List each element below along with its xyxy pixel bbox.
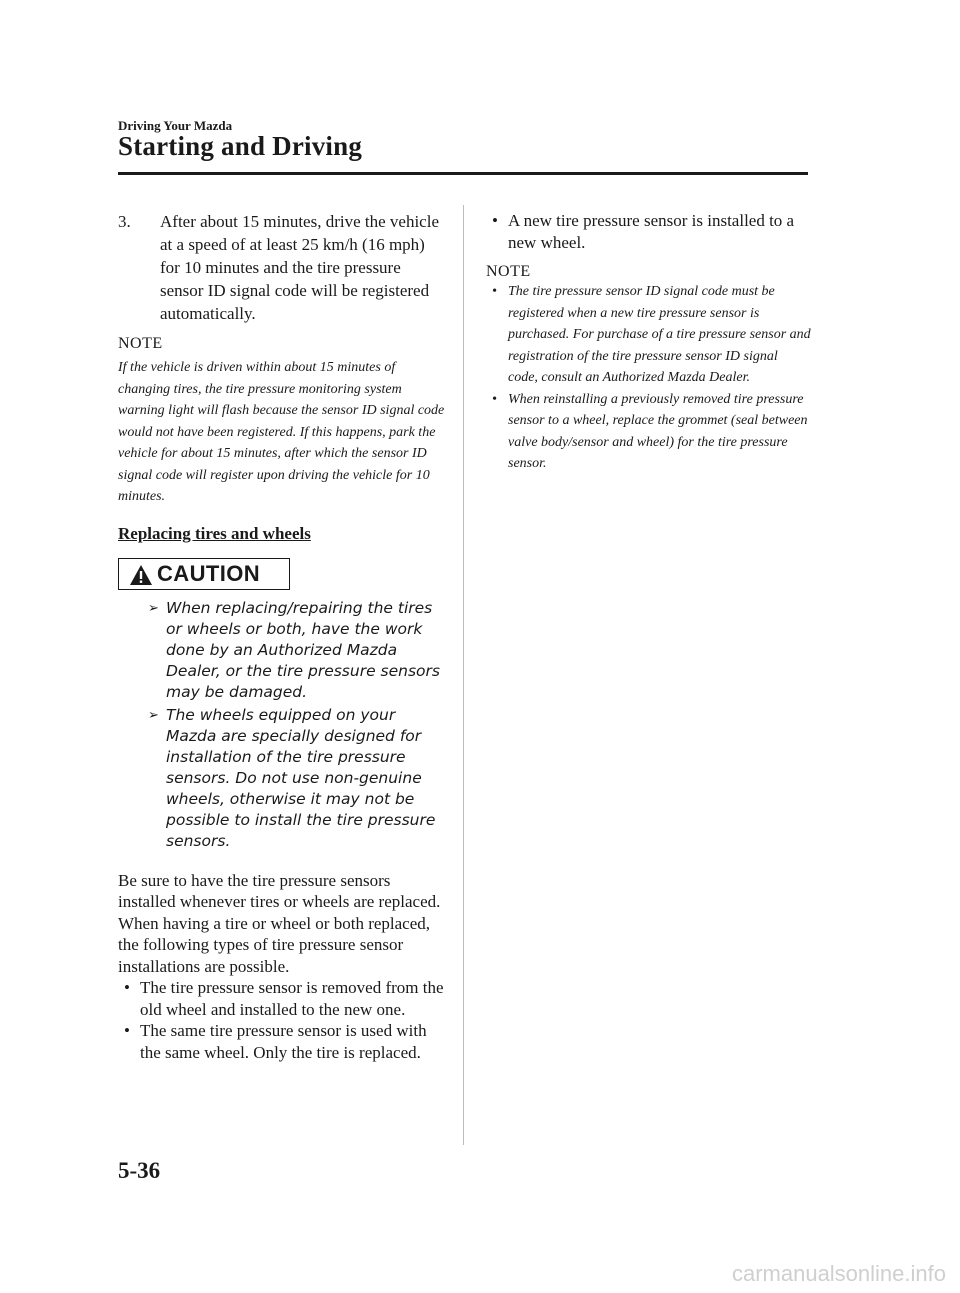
warning-icon — [129, 564, 153, 586]
note-title: NOTE — [486, 263, 531, 280]
note-bullet-text: When reinstalling a previously removed tire pressure sensor to a wheel, replace the grommet (seal between valve body/sensor and wheel) for the tire pressure sensor. — [508, 391, 808, 471]
note-title: NOTE — [118, 335, 163, 352]
bullet-icon: • — [492, 391, 497, 407]
bullet-icon: • — [124, 1021, 130, 1040]
left-column — [118, 210, 448, 1063]
watermark: carmanualsonline.info — [731, 1261, 946, 1286]
list-item — [486, 210, 811, 253]
arrow-bullet-icon: ➢ — [148, 600, 159, 616]
caution-item-text: The wheels equipped on your Mazda are specially designed for installation of the tire pressure sensors. Do not use non-genuine wheels, otherwise it may not be possible to install the tire pressure sensors. — [166, 705, 436, 850]
caution-list — [118, 598, 448, 852]
bullet-icon: • — [124, 978, 130, 997]
list-item — [118, 977, 448, 1020]
step-text: After about 15 minutes, drive the vehicle at a speed of at least 25 km/h (16 mph) for 10 minutes and the tire pressure sensor ID signal code will be registered automatically. — [160, 212, 439, 323]
chapter-title: Starting and Driving — [118, 131, 363, 161]
step-number: 3. — [118, 212, 131, 231]
list-item-text: The tire pressure sensor is removed from the old wheel and installed to the new one. — [140, 978, 444, 1019]
caution-item — [118, 705, 448, 852]
subheading: Replacing tires and wheels — [118, 523, 311, 543]
paragraph-2: When having a tire or wheel or both replaced, the following types of tire pressure sensor installations are possible. — [118, 913, 431, 976]
list-item — [118, 1020, 448, 1063]
note-bullet — [486, 389, 811, 475]
right-column — [486, 210, 811, 475]
bullet-icon: • — [492, 284, 497, 299]
note-text: If the vehicle is driven within about 15 minutes of changing tires, the tire pressure monitoring system warning light will flash because the sensor ID signal code would not have been registered. If this happens, park the vehicle for about 15 minutes, after which the sensor ID signal code will register upon driving the vehicle for 10 minutes. — [118, 360, 445, 504]
header-rule — [118, 172, 808, 175]
page-number: 5-36 — [118, 1158, 161, 1183]
note-bullet — [486, 281, 811, 389]
arrow-bullet-icon: ➢ — [148, 707, 159, 723]
list-item-text: A new tire pressure sensor is installed to a new wheel. — [508, 211, 795, 252]
paragraph-1: Be sure to have the tire pressure sensors installed whenever tires or wheels are replaced. — [118, 870, 441, 911]
step-3 — [118, 210, 448, 325]
caution-box — [118, 558, 290, 590]
bullet-icon: • — [492, 211, 498, 230]
column-divider — [463, 205, 464, 1145]
caution-item — [118, 598, 448, 703]
note-bullet-text: The tire pressure sensor ID signal code must be registered when a new tire pressure sensor is purchased. For purchase of a tire pressure sensor and registration of the tire pressure sensor ID signal code, consult an Authorized Mazda Dealer. — [508, 284, 811, 385]
section-title: Driving Your Mazda — [118, 118, 233, 133]
caution-item-text: When replacing/repairing the tires or wheels or both, have the work done by an Authorized Mazda Dealer, or the tire pressure sensors may be damaged. — [166, 598, 440, 701]
caution-label: CAUTION — [157, 560, 261, 586]
list-item-text: The same tire pressure sensor is used with the same wheel. Only the tire is replaced. — [140, 1021, 427, 1062]
